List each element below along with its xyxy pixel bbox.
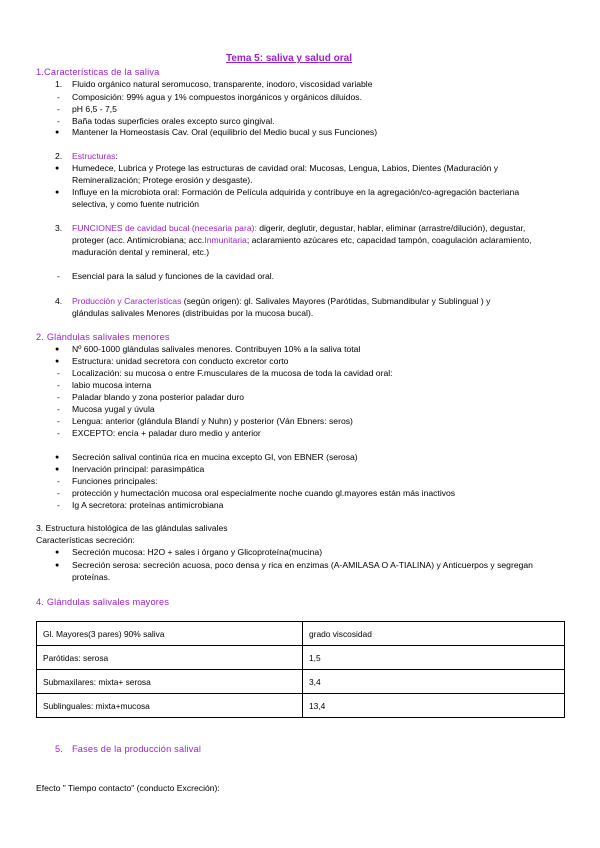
list-item: Composición: 99% agua y 1% compuestos inorgánicos y orgánicos diluidos. bbox=[72, 92, 362, 102]
bullet-icon: ● bbox=[55, 189, 60, 196]
bullet-icon: ● bbox=[55, 358, 60, 365]
section-1-heading: 1.Características de la saliva bbox=[36, 67, 160, 77]
list-item: labio mucosa interna bbox=[72, 380, 152, 390]
bullet-icon: ● bbox=[55, 549, 60, 556]
section-2-heading: 2. Glándulas salivales menores bbox=[36, 332, 170, 342]
list-item: Secreción serosa: secreción acuosa, poco densa y rica en enzimas (A-AMILASA O A-TIALINA) y Anticuerpos y segregan bbox=[72, 560, 533, 570]
produccion-label: Producción y Características bbox=[72, 296, 182, 306]
table-cell: 3,4 bbox=[303, 670, 565, 694]
bullet-icon: ● bbox=[55, 454, 60, 461]
list-marker: 3. bbox=[55, 223, 63, 233]
produccion-line-1: Producción y Características (según origen): gl. Salivales Mayores (Parótidas, Submandibular y Sublingual ) y bbox=[72, 296, 491, 306]
list-marker: - bbox=[57, 476, 60, 486]
bullet-icon: ● bbox=[55, 165, 60, 172]
list-marker: - bbox=[57, 500, 60, 510]
list-marker: - bbox=[57, 271, 60, 281]
bullet-icon: ● bbox=[55, 129, 60, 136]
list-item-continuation: selectiva, y como fuente nutrición bbox=[72, 199, 200, 209]
list-item: Estructura: unidad secretora con conducto excretor corto bbox=[72, 356, 289, 366]
list-item: pH 6,5 - 7,5 bbox=[72, 104, 117, 114]
list-marker: - bbox=[57, 416, 60, 426]
list-marker: - bbox=[57, 404, 60, 414]
funciones-line-1: FUNCIONES de cavidad bucal (necesaria para): digerir, deglutir, degustar, hablar, eliminar (arrastre/dilución), degustar, bbox=[72, 223, 526, 233]
list-item: protección y humectación mucosa oral especialmente noche cuando gl.mayores están más inactivos bbox=[72, 488, 456, 498]
table-header-row bbox=[37, 622, 565, 646]
table-row bbox=[37, 694, 565, 718]
list-item: Lengua: anterior (glándula Blandí y Nuhn) y posterior (Ván Ebners: seros) bbox=[72, 416, 353, 426]
list-item: Influye en la microbiota oral: Formación de Película adquirida y contribuye en la agregación/co-agregación bacteriana bbox=[72, 187, 520, 197]
table-row bbox=[37, 670, 565, 694]
list-item: Secreción mucosa: H2O + sales i órgano y Glicoproteína(mucina) bbox=[72, 547, 323, 557]
table-cell: 1,5 bbox=[303, 646, 565, 670]
list-item-continuation: proteínas. bbox=[72, 572, 111, 582]
list-marker: - bbox=[57, 428, 60, 438]
table-cell: Sublinguales: mixta+mucosa bbox=[37, 694, 303, 718]
bullet-icon: ● bbox=[55, 466, 60, 473]
table-row bbox=[37, 646, 565, 670]
list-item: EXCEPTO: encía + paladar duro medio y anterior bbox=[72, 428, 261, 438]
list-item: Localización: su mucosa o entre F.musculares de la mucosa de toda la cavidad oral: bbox=[72, 368, 393, 378]
table-cell: Parótidas: serosa bbox=[37, 646, 303, 670]
estructuras-label: Estructuras bbox=[72, 151, 116, 161]
list-item-continuation: Remineralización; Protege erosión y desgaste). bbox=[72, 175, 253, 185]
list-marker: 2. bbox=[55, 151, 63, 161]
list-item: Ig A secretora: proteínas antimicrobiana bbox=[72, 500, 224, 510]
funciones-label: FUNCIONES de cavidad bucal (necesaria para): bbox=[72, 223, 257, 233]
list-item: Mucosa yugal y úvula bbox=[72, 404, 155, 414]
section-3-heading: 3. Estructura histológica de las glándulas salivales bbox=[36, 523, 228, 533]
list-item: Paladar blando y zona posterior paladar duro bbox=[72, 392, 244, 402]
list-item: Humedece, Lubrica y Protege las estructuras de cavidad oral: Mucosas, Lengua, Labios, Dientes (Maduración y bbox=[72, 163, 499, 173]
table-cell: Submaxilares: mixta+ serosa bbox=[37, 670, 303, 694]
list-item: Fluido orgánico natural seromucoso, transparente, inodoro, viscosidad variable bbox=[72, 79, 373, 89]
list-marker: - bbox=[57, 116, 60, 126]
page-title: Tema 5: saliva y salud oral bbox=[226, 53, 352, 64]
table-header-cell: grado viscosidad bbox=[303, 622, 565, 646]
efecto-line: Efecto " Tiempo contacto" (conducto Excreción): bbox=[36, 783, 220, 793]
list-marker: 4. bbox=[55, 296, 63, 306]
list-marker: 1. bbox=[55, 79, 63, 89]
list-item: Esencial para la salud y funciones de la cavidad oral. bbox=[72, 271, 275, 281]
section-4-heading: 4. Glándulas salivales mayores bbox=[36, 597, 170, 607]
list-marker: - bbox=[57, 104, 60, 114]
list-item: Nº 600-1000 glándulas salivales menores. Contribuyen 10% a la saliva total bbox=[72, 344, 361, 354]
funciones-line-3: maduración dental y remineral, etc.) bbox=[72, 247, 210, 257]
list-marker: - bbox=[57, 92, 60, 102]
list-marker: - bbox=[57, 380, 60, 390]
list-marker: - bbox=[57, 368, 60, 378]
list-marker: - bbox=[57, 488, 60, 498]
section-3-subheading: Características secreción: bbox=[36, 535, 135, 545]
list-marker: - bbox=[57, 392, 60, 402]
glandulas-table bbox=[36, 621, 565, 718]
section-5-heading: Fases de la producción salival bbox=[72, 744, 202, 754]
list-item: Inervación principal: parasimpática bbox=[72, 464, 205, 474]
list-item: Baña todas superficies orales excepto surco gingival. bbox=[72, 116, 275, 126]
list-item: Mantener la Homeostasis Cav. Oral (equilibrio del Medio bucal y sus Funciones) bbox=[72, 127, 378, 137]
produccion-line-2: glándulas salivales Menores (distribuidas por la mucosa bucal). bbox=[72, 308, 314, 318]
section-5-marker: 5. bbox=[55, 744, 64, 754]
bullet-icon: ● bbox=[55, 346, 60, 353]
estructuras-heading: Estructuras: bbox=[72, 151, 118, 161]
table-cell: 13,4 bbox=[303, 694, 565, 718]
list-item: Secreción salival continúa rica en mucina excepto Gl, von EBNER (serosa) bbox=[72, 452, 358, 462]
funciones-line-2: proteger (acc. Antimicrobiana; acc.Inmunitaria; aclaramiento azúcares etc, capacidad tampón, coagulación aclaramiento, bbox=[72, 235, 532, 245]
table-header-cell: Gl. Mayores(3 pares) 90% saliva bbox=[37, 622, 303, 646]
list-item: Funciones principales: bbox=[72, 476, 158, 486]
bullet-icon: ● bbox=[55, 562, 60, 569]
